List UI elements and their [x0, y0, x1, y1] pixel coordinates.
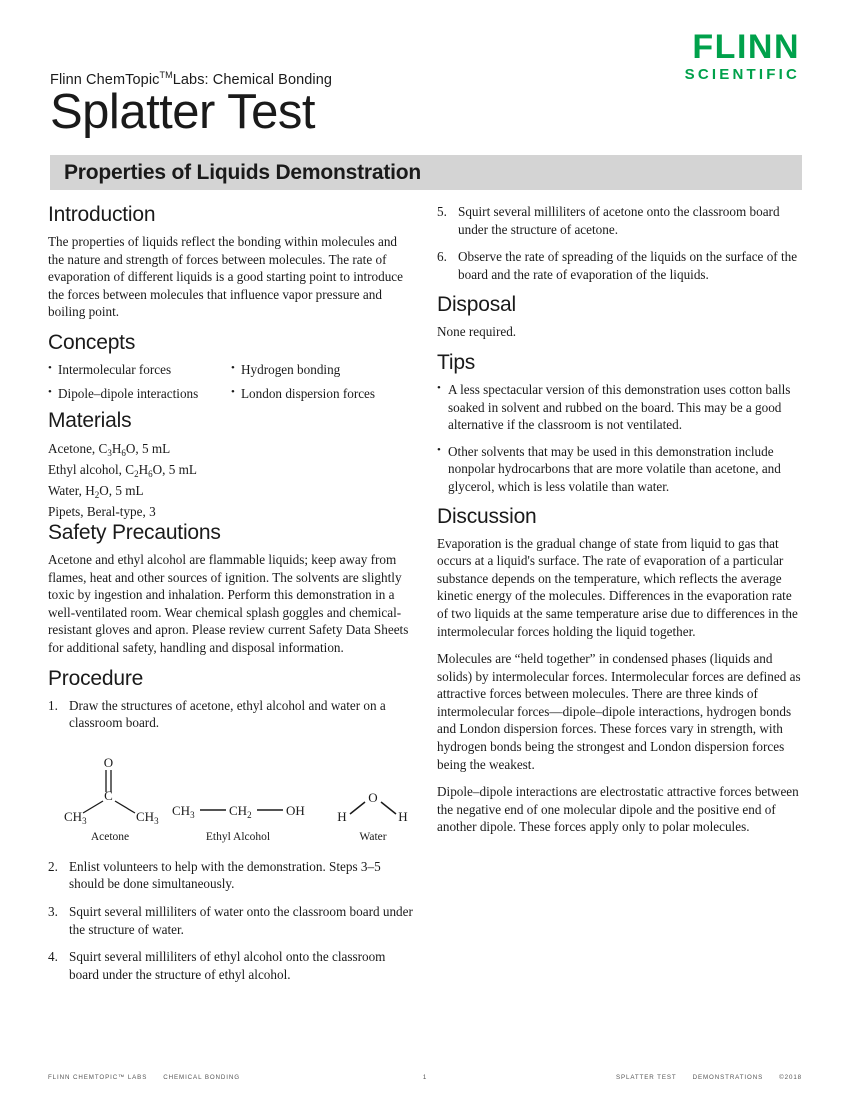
concepts-list — [48, 361, 414, 409]
heading-safety-precautions: Safety Precautions — [48, 520, 221, 544]
flinn-scientific-logo — [685, 30, 800, 82]
acetone-carbon-label: C — [104, 787, 113, 803]
heading-concepts: Concepts — [48, 330, 136, 354]
formula-subscript: 2 — [94, 489, 100, 500]
material-tail: O, 5 mL — [152, 461, 197, 477]
step-number: 5. — [437, 204, 447, 219]
footer-series-label: FLINN CHEMTOPIC™ LABS — [48, 1074, 148, 1081]
material-tail: O, 5 mL — [125, 440, 171, 456]
subtitle-banner — [50, 155, 802, 190]
discussion-paragraph: Evaporation is the gradual change of state from liquid to gas that occurs at a liquid's surface. The rate of evaporation of a particular substance depends on the temperature, which reflects the average kinetic energy of the molecules. Differences in the evaporation rate of two liquids at the same temperature arise due to differences in the intermolecular forces holding the liquid together. — [437, 535, 798, 639]
water-caption: Water — [359, 830, 387, 843]
footer-copyright: ©2018 — [779, 1074, 802, 1081]
list-item — [48, 460, 414, 481]
procedure-step — [48, 948, 414, 983]
material-name: Pipets, Beral-type, 3 — [48, 503, 156, 519]
step-text: Squirt several milliliters of acetone onto the classroom board under the structure of acetone. — [458, 204, 780, 237]
acetone-oxygen-label: O — [103, 754, 114, 770]
right-column — [437, 203, 803, 846]
formula-subscript: 3 — [107, 447, 112, 458]
list-item: • Dipole–dipole interactions — [48, 385, 231, 402]
ethyl-alcohol-caption: Ethyl Alcohol — [205, 830, 271, 843]
heading-introduction: Introduction — [48, 203, 156, 226]
formula-mid: H — [111, 440, 122, 456]
list-item — [48, 502, 414, 521]
list-item — [48, 439, 414, 460]
list-item — [48, 481, 414, 502]
safety-body: Acetone and ethyl alcohol are flammable liquids; keep away from flames, heat and other sources of ignition. The solvents are slightly toxic by ingestion and inhalation. Perform this demonstration in a well-ventilated room. Wear chemical splash goggles and chemical-resistant gloves and apron. Please review current Safety Data Sheets for additional safety, handling and disposal information. — [48, 551, 409, 655]
chemical-structures-figure — [48, 748, 414, 844]
concepts-column-1 — [48, 361, 231, 409]
structures-svg — [48, 748, 414, 844]
heading-disposal: Disposal — [437, 293, 516, 317]
material-name: Water, H — [48, 482, 95, 498]
formula-subscript: 6 — [121, 447, 126, 458]
heading-tips: Tips — [437, 350, 476, 374]
formula-subscript: 6 — [148, 468, 153, 479]
material-name: Acetone, C — [48, 440, 108, 456]
footer-activity-label: SPLATTER TEST — [615, 1074, 677, 1081]
procedure-step — [48, 697, 414, 732]
list-item: • Other solvents that may be used in this demonstration include nonpolar hydrocarbons that are more volatile than acetone, and glycerol, which is less volatile than water. — [437, 443, 803, 496]
ethyl-alcohol-ch3-label: $CH_3$ — [172, 802, 195, 820]
footer-topic-label: CHEMICAL BONDING — [163, 1074, 240, 1081]
procedure-step — [437, 248, 803, 283]
discussion-paragraph: Dipole–dipole interactions are electrostatic attractive forces between the negative end of one molecular dipole and the positive end of another dipole. These forces apply only to polar molecules. — [437, 784, 799, 835]
step-number: 4. — [48, 949, 58, 965]
acetone-right-methyl-label: $CH_3$ — [136, 808, 159, 826]
step-text: Squirt several milliliters of ethyl alcohol onto the classroom board under the structure of ethyl alcohol. — [69, 949, 386, 982]
formula-subscript: 2 — [134, 468, 139, 479]
heading-procedure: Procedure — [48, 666, 144, 690]
disposal-body: None required. — [437, 324, 517, 340]
step-text: Draw the structures of acetone, ethyl alcohol and water on a classroom board. — [69, 697, 386, 731]
introduction-body: The properties of liquids reflect the bonding within molecules and the nature and strength of forces between molecules. The rate of evaporation of different liquids is a good starting point to introduce the forces between molecules that influence vapor pressure and boiling point. — [48, 234, 404, 320]
heading-materials: Materials — [48, 408, 132, 432]
subtitle-banner-text: Properties of Liquids Demonstration — [64, 161, 422, 184]
list-item: • Hydrogen bonding — [231, 361, 414, 378]
concepts-column-2 — [231, 361, 414, 409]
page-number: 1 — [422, 1074, 428, 1081]
page-footer — [48, 1074, 802, 1086]
kicker-suffix: Labs: Chemical Bonding — [172, 71, 333, 88]
heading-discussion: Discussion — [437, 504, 537, 528]
left-column — [48, 203, 414, 993]
step-number: 1. — [48, 697, 58, 713]
ethyl-alcohol-oh-label: OH — [286, 802, 305, 818]
materials-list — [48, 439, 414, 521]
footer-right — [616, 1074, 802, 1081]
procedure-step — [437, 203, 803, 238]
list-item: • London dispersion forces — [231, 385, 414, 402]
step-number: 2. — [48, 858, 58, 874]
list-item: • Intermolecular forces — [48, 361, 231, 378]
brand-tagline: SCIENTIFIC — [684, 66, 800, 83]
material-tail: O, 5 mL — [99, 482, 144, 498]
step-text: Squirt several milliliters of water onto the classroom board under the structure of water. — [69, 903, 413, 937]
list-item: • A less spectacular version of this demonstration uses cotton balls soaked in solvent and rubbed on the board. This may be a good alternative if the classroom is not ventilated. — [437, 381, 803, 434]
formula-mid: H — [138, 461, 149, 477]
trademark-symbol: TM — [159, 70, 173, 80]
footer-left — [48, 1074, 240, 1081]
ethyl-alcohol-ch2-label: $CH_2$ — [229, 802, 252, 820]
acetone-left-methyl-label: $CH_3$ — [64, 808, 87, 826]
brand-name: FLINN — [692, 28, 800, 66]
acetone-caption: Acetone — [90, 830, 130, 843]
kicker-prefix: Flinn ChemTopic — [50, 71, 160, 88]
step-number: 3. — [48, 903, 58, 919]
water-oxygen-label: O — [368, 789, 378, 805]
procedure-step — [48, 858, 414, 893]
page-header — [50, 24, 800, 144]
step-text: Observe the rate of spreading of the liquids on the surface of the board and the rate of evaporation of the liquids. — [458, 249, 798, 282]
page-title: Splatter Test — [50, 85, 315, 139]
water-right-hydrogen-label: H — [398, 808, 408, 824]
procedure-step — [48, 903, 414, 938]
material-name: Ethyl alcohol, C — [48, 461, 135, 477]
step-number: 6. — [437, 249, 447, 265]
discussion-paragraph: Molecules are “held together” in condensed phases (liquids and solids) by intermolecular forces. Intermolecular forces are defined as attractive forces between molecules. There are three kinds of intermolecular forces—dipole–dipole interactions, hydrogen bonds and London dispersion forces. These forces vary in strength, with hydrogen bonds being the strongest and London dispersion forces being the weakest. — [437, 651, 801, 772]
water-left-hydrogen-label: H — [337, 808, 347, 824]
footer-category-label: DEMONSTRATIONS — [692, 1074, 764, 1081]
step-text: Enlist volunteers to help with the demonstration. Steps 3–5 should be done simultaneously. — [69, 858, 381, 892]
